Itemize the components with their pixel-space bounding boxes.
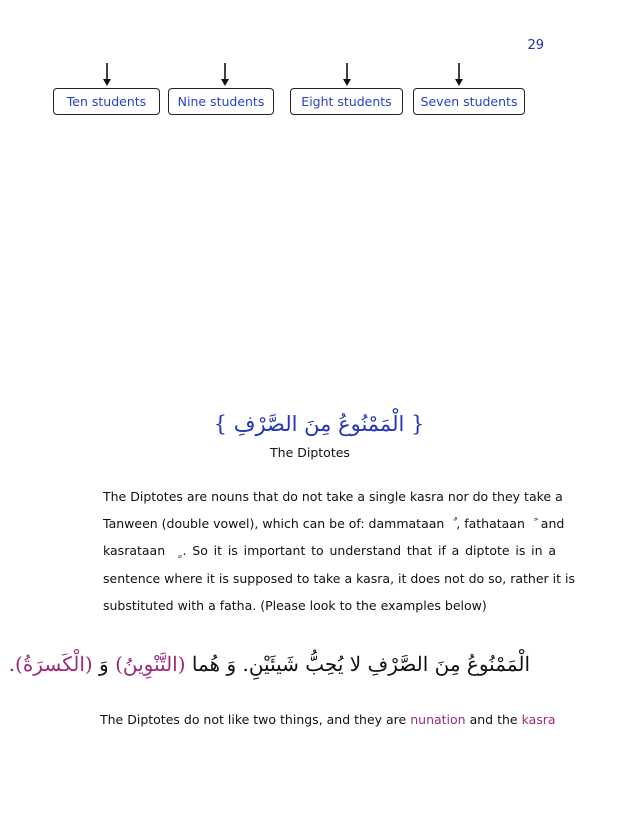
paragraph-line: The Diptotes are nouns that do not take a single kasra nor do they take a <box>103 489 563 504</box>
label-box-ten-students: Ten students <box>53 88 160 115</box>
english-example-sentence: The Diptotes do not like two things, and they are nunation and the kasra <box>100 712 556 727</box>
paragraph-line: substituted with a fatha. (Please look to the examples below) <box>103 597 487 613</box>
label-box-nine-students: Nine students <box>168 88 274 115</box>
page-number: 29 <box>527 38 544 53</box>
down-arrow-icon <box>220 63 230 87</box>
paragraph-line: kasrataan . So it is important to understand that if a diptote is in a <box>103 543 556 559</box>
down-arrow-icon <box>102 63 112 87</box>
kasra-highlight: (الْكَسرَةُ). <box>8 652 93 676</box>
label-box-eight-students: Eight students <box>290 88 403 115</box>
arabic-example-sentence: الْمَمْنُوعُ مِنَ الصَّرْفِ لا يُحِبُّ شَيئَيْنِ. وَ هُما (التَّنْوِينُ) وَ (الْكَسرَةُ). <box>8 652 530 676</box>
english-heading: The Diptotes <box>270 445 350 460</box>
paragraph-line: sentence where it is supposed to take a kasra, it does not do so, rather it is <box>103 570 575 586</box>
label-box-seven-students: Seven students <box>413 88 525 115</box>
nunation-highlight: nunation <box>410 712 466 727</box>
kasra-highlight-en: kasra <box>521 712 556 727</box>
down-arrow-icon <box>454 63 464 87</box>
down-arrow-icon <box>342 63 352 87</box>
tanween-highlight: (التَّنْوِينُ) <box>115 652 186 676</box>
arabic-heading: { الْمَمْنُوعُ مِنَ الصَّرْفِ } <box>213 412 425 436</box>
paragraph-line: Tanween (double vowel), which can be of: dammataan , fathataan and <box>103 516 565 532</box>
explanation-paragraph <box>103 483 575 619</box>
